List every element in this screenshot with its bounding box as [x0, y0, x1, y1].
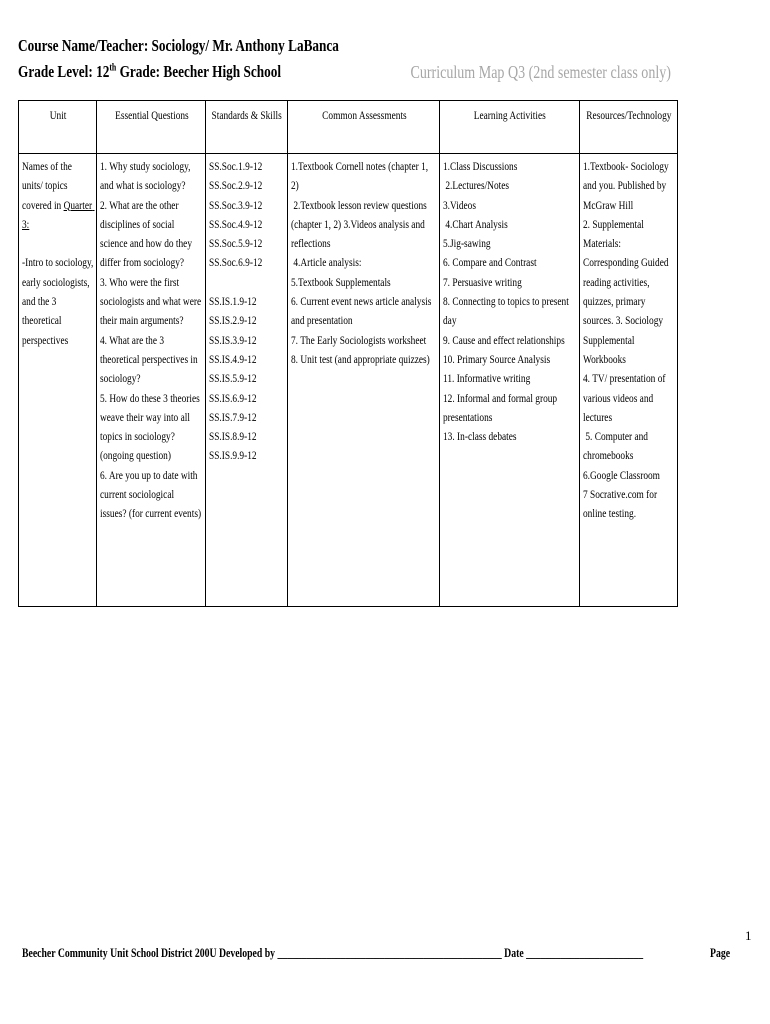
table-header-row — [19, 101, 678, 154]
unit-intro: Names of the units/ topics covered in — [22, 159, 75, 212]
resources-cell: 1.Textbook- Sociology and you. Published by McGraw Hill 2. Supplemental Materials: Corresponding Guided reading activities, quizzes, primary sources. 3. Sociology Supplemental Workbooks 4. TV/ presentation of various videos and lectures 5. Computer and chromebooks 6.Google Classroom 7 Socrative.com for online testing. — [580, 154, 678, 607]
header-standards: Standards & Skills — [206, 101, 288, 154]
page-number: 1 — [745, 928, 752, 943]
grade-level-text: Grade Level: 12 — [18, 62, 110, 81]
header-assessments: Common Assessments — [288, 101, 440, 154]
curriculum-map-title: Curriculum Map Q3 (2nd semester class only) — [410, 62, 671, 82]
header-unit: Unit — [19, 101, 97, 154]
page-label: Page — [710, 946, 731, 960]
grade-level-superscript: th — [109, 62, 117, 74]
table-row — [19, 154, 678, 607]
header-activities: Learning Activities — [440, 101, 580, 154]
unit-cell — [19, 154, 97, 607]
header-resources: Resources/Technology — [580, 101, 678, 154]
assessments-cell: 1.Textbook Cornell notes (chapter 1, 2) 2.Textbook lesson review questions (chapter 1, 2) 3.Videos analysis and reflections 4.Article analysis: 5.Textbook Supplementals 6. Current event news article analysis and presentation 7. The Early Sociologists worksheet 8. Unit test (and appropriate quizzes) — [288, 154, 440, 607]
header-essential-questions: Essential Questions — [97, 101, 206, 154]
footer-text: Beecher Community Unit School District 200U Developed by ______________________________________________ Date ________________________ — [22, 946, 644, 960]
unit-topics: -Intro to sociology, early sociologists, and the 3 theoretical perspectives — [22, 255, 96, 347]
standards-cell: SS.Soc.1.9-12 SS.Soc.2.9-12 SS.Soc.3.9-12 SS.Soc.4.9-12 SS.Soc.5.9-12 SS.Soc.6.9-12 SS.IS.1.9-12 SS.IS.2.9-12 SS.IS.3.9-12 SS.IS.4.9-12 SS.IS.5.9-12 SS.IS.6.9-12 SS.IS.7.9-12 SS.IS.8.9-12 SS.IS.9.9-12 — [206, 154, 288, 607]
activities-cell: 1.Class Discussions 2.Lectures/Notes 3.Videos 4.Chart Analysis 5.Jig-sawing 6. Compare and Contrast 7. Persuasive writing 8. Connecting to topics to present day 9. Cause and effect relationships 10. Primary Source Analysis 11. Informative writing 12. Informal and formal group presentations 13. In-class debates — [440, 154, 580, 607]
school-name-text: Grade: Beecher High School — [116, 62, 282, 81]
grade-level-line — [18, 62, 281, 82]
course-teacher-line: Course Name/Teacher: Sociology/ Mr. Anthony LaBanca — [18, 36, 339, 55]
curriculum-table — [18, 100, 678, 607]
quarter-label: Quarter 3: — [22, 197, 95, 231]
essential-questions-cell: 1. Why study sociology, and what is sociology? 2. What are the other disciplines of social science and how do they differ from sociology? 3. Who were the first sociologists and what were their main arguments? 4. What are the 3 theoretical perspectives in sociology? 5. How do these 3 theories weave their way into all topics in sociology? (ongoing question) 6. Are you up to date with current sociological issues? (for current events) — [97, 154, 206, 607]
